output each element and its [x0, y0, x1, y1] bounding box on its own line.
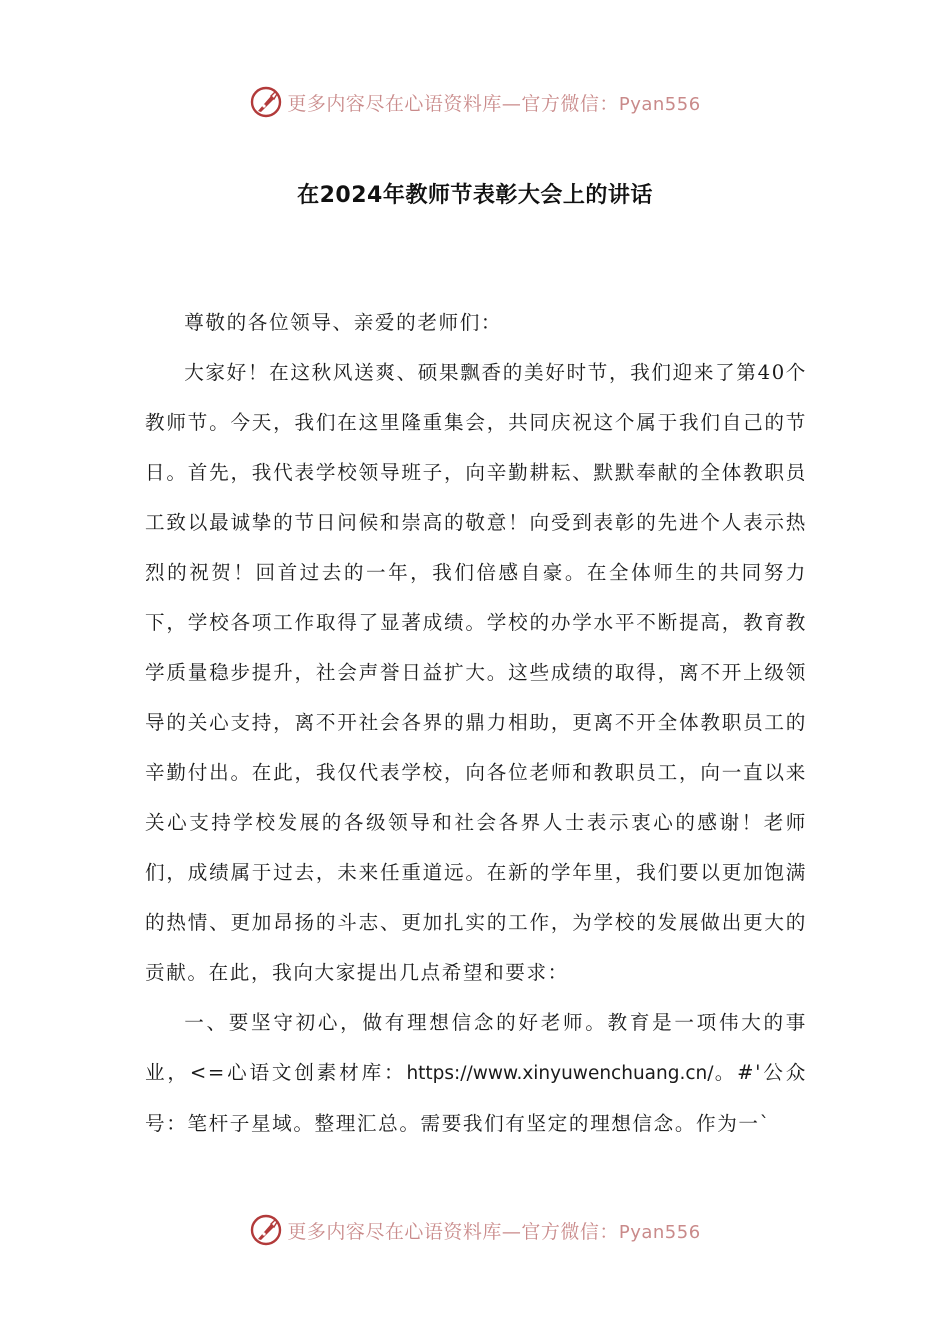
footer-banner-account: Pyan556	[618, 1221, 701, 1243]
paragraph-1: 大家好！在这秋风送爽、硕果飘香的美好时节，我们迎来了第40个教师节。今天，我们在这里隆重集会，共同庆祝这个属于我们自己的节日。首先，我代表学校领导班子，向辛勤耕耘、默默奉献的全体教职员工致以最诚挚的节日问候和崇高的敬意！向受到表彰的先进个人表示热烈的祝贺！回首过去的一年，我们倍感自豪。在全体师生的共同努力下，学校各项工作取得了显著成绩。学校的办学水平不断提高，教育教学质量稳步提升，社会声誉日益扩大。这些成绩的取得，离不开上级领导的关心支持，离不开社会各界的鼎力相助，更离不开全体教职员工的辛勤付出。在此，我仅代表学校，向各位老师和教职员工，向一直以来关心支持学校发展的各级领导和社会各界人士表示衷心的感谢！老师们，成绩属于过去，未来任重道远。在新的学年里，我们要以更加饱满的热情、更加昂扬的斗志、更加扎实的工作，为学校的发展做出更大的贡献。在此，我向大家提出几点希望和要求：	[145, 361, 807, 984]
document-title: 在2024年教师节表彰大会上的讲话	[297, 183, 653, 208]
footer-banner	[0, 1208, 950, 1252]
document-body	[145, 298, 807, 1149]
header-banner	[0, 80, 950, 124]
header-banner-account: Pyan556	[618, 93, 701, 115]
source-url: https://www.xinyuwenchuang.cn/	[406, 1063, 714, 1084]
pen-nib-icon	[249, 85, 283, 119]
header-banner-text: 更多内容尽在心语资料库—官方微信：Pyan556	[287, 92, 701, 115]
pen-nib-icon	[249, 1213, 283, 1247]
paragraph-2: 一、要坚守初心，做有理想信念的好老师。教育是一项伟大的事业，<=心语文创素材库：https://www.xinyuwenchuang.cn/。#'公众号：笔杆子星域。整理汇总。需要我们有坚定的理想信念。作为一`	[145, 1011, 807, 1135]
footer-banner-text: 更多内容尽在心语资料库—官方微信：Pyan556	[287, 1220, 701, 1243]
salutation: 尊敬的各位领导、亲爱的老师们：	[184, 311, 503, 334]
